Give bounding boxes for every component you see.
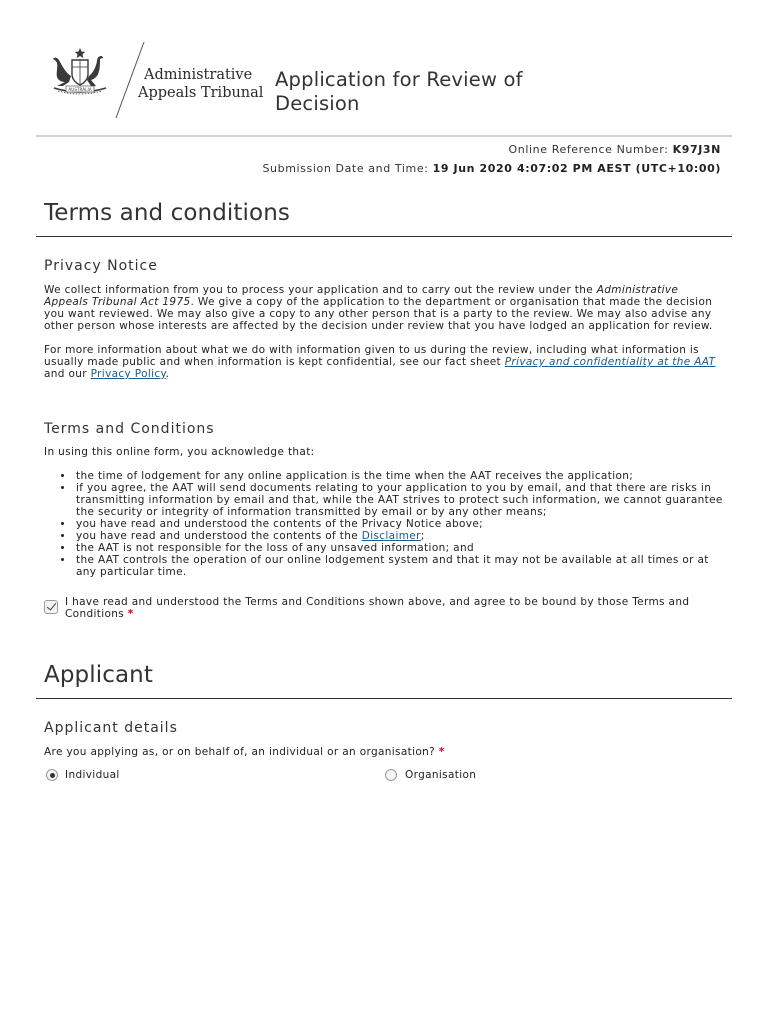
radio-individual-label[interactable]: Individual xyxy=(65,769,120,781)
radio-individual[interactable] xyxy=(46,769,58,781)
privacy-p2-end: . xyxy=(165,368,170,380)
logo-line-2: Appeals Tribunal xyxy=(138,85,264,101)
privacy-paragraph-2 xyxy=(44,344,724,380)
required-marker: * xyxy=(438,746,445,758)
submission-datetime xyxy=(262,162,721,175)
privacy-notice-title: Privacy Notice xyxy=(44,258,158,274)
reference-value: K97J3N xyxy=(672,143,721,156)
logo-text xyxy=(138,66,263,102)
privacy-p2-text: For more information about what we do with information given to us during the review, including what information is usually made public and when information is kept confidential, see our fact sheet xyxy=(44,344,699,368)
radio-organisation-label[interactable]: Organisation xyxy=(405,769,477,781)
page-title-text: Application for Review of Decision xyxy=(275,68,523,115)
radio-organisation[interactable] xyxy=(385,769,397,781)
privacy-p2-text-cont: and our xyxy=(44,368,91,380)
header-divider xyxy=(36,135,732,137)
privacy-confidentiality-link[interactable]: Privacy and confidentiality at the AAT xyxy=(504,356,716,368)
disclaimer-item-text: you have read and understood the contents of the xyxy=(76,530,362,542)
section-title-applicant: Applicant xyxy=(44,662,153,688)
crest-label: AUSTRALIA xyxy=(68,86,92,92)
list-item: • the AAT is not responsible for the loss of any unsaved information; and xyxy=(74,542,724,554)
applicant-type-question xyxy=(44,746,724,758)
required-marker: * xyxy=(127,608,134,620)
list-item: • the AAT controls the operation of our online lodgement system and that it may not be available at all times or at any particular time. xyxy=(74,554,724,578)
terms-list xyxy=(44,470,724,578)
disclaimer-link[interactable]: Disclaimer xyxy=(361,530,421,542)
applicant-details-title: Applicant details xyxy=(44,720,178,736)
logo-line-1: Administrative xyxy=(144,67,253,83)
applicant-question-text: Are you applying as, or on behalf of, an individual or an organisation? xyxy=(44,746,436,758)
section-title-terms: Terms and conditions xyxy=(44,200,290,226)
list-item: • if you agree, the AAT will send documents relating to your application to you by email, and that there are risks in transmitting information by email and that, while the AAT strives to protect such information, we cannot guarantee the security or integrity of information transmitted by email or by any other means; xyxy=(74,482,724,518)
privacy-p1-text: We collect information from you to process your application and to carry out the review under the xyxy=(44,284,597,296)
reference-number xyxy=(509,143,721,156)
terms-intro: In using this online form, you acknowledge that: xyxy=(44,446,315,458)
section-divider-terms xyxy=(36,236,732,237)
privacy-policy-link[interactable]: Privacy Policy xyxy=(90,368,166,380)
privacy-p1-text-cont: . We give a copy of the application to the department or organisation that made the decision you want reviewed. We may also give a copy to any other person that is a party to the review. We may also advise any other person whose interests are affected by the decision under review that you have lodged an application for review. xyxy=(44,296,713,332)
agree-terms-checkbox[interactable] xyxy=(44,600,58,614)
submission-label: Submission Date and Time: xyxy=(262,162,429,175)
coat-of-arms-icon xyxy=(44,44,116,100)
page-title xyxy=(275,68,575,116)
terms-conditions-title: Terms and Conditions xyxy=(44,421,215,437)
privacy-paragraph-1 xyxy=(44,284,724,332)
agree-terms-text: I have read and understood the Terms and Conditions shown above, and agree to be bound by those Terms and Conditions xyxy=(65,596,690,620)
disclaimer-item-end: ; xyxy=(420,530,425,542)
list-item: • the time of lodgement for any online application is the time when the AAT receives the application; xyxy=(74,470,724,482)
submission-value: 19 Jun 2020 4:07:02 PM AEST (UTC+10:00) xyxy=(432,162,721,175)
act-name: Administrative Appeals Tribunal Act 1975 xyxy=(44,284,679,308)
section-divider-applicant xyxy=(36,698,732,699)
list-item: • you have read and understood the contents of the Privacy Notice above; xyxy=(74,518,724,530)
reference-label: Online Reference Number: xyxy=(508,143,669,156)
list-item xyxy=(74,530,724,542)
agree-terms-label xyxy=(65,596,725,620)
